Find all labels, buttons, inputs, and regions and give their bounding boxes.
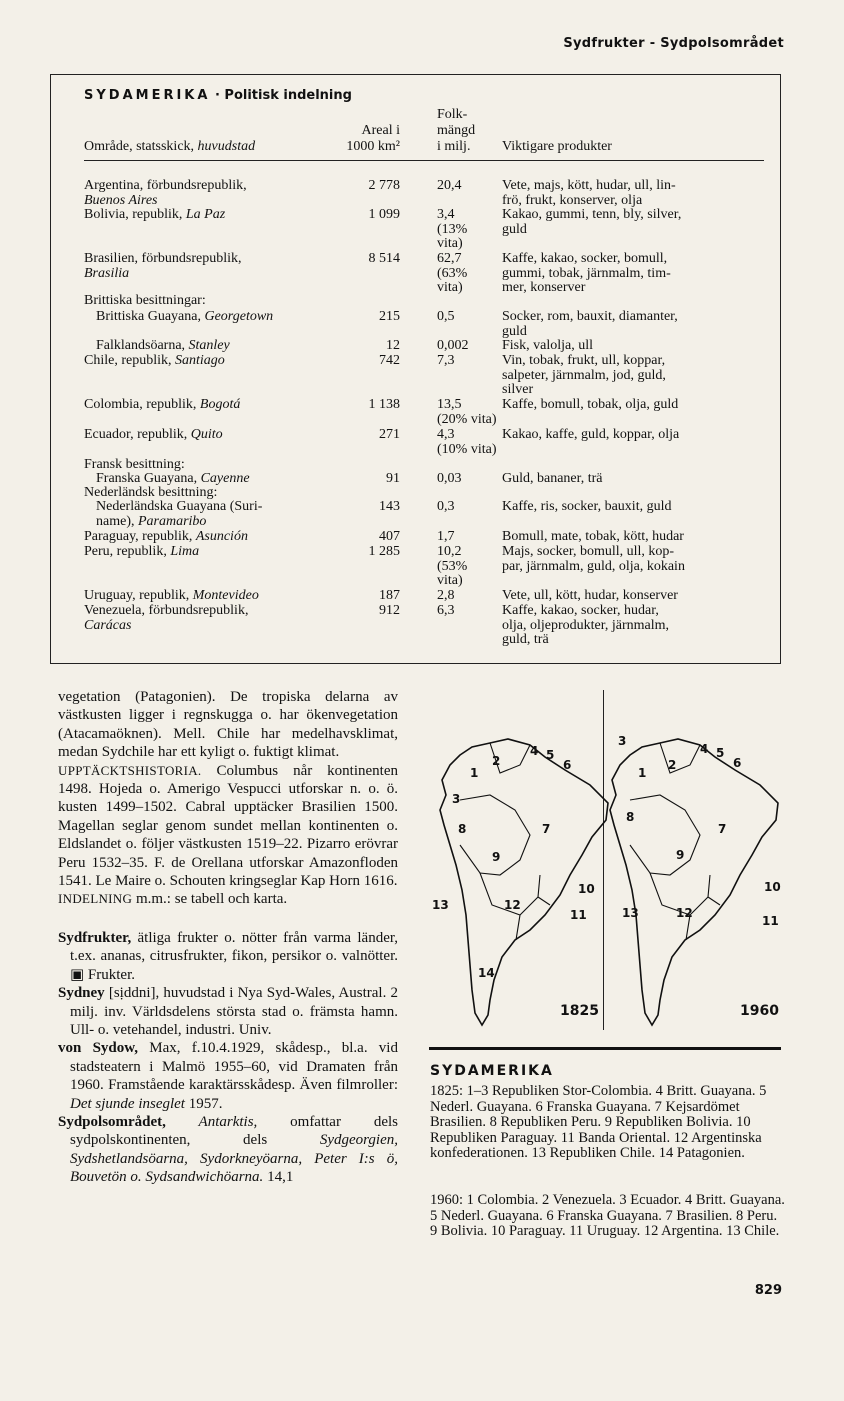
col-header-pop: Folk- mängd i milj. [437,107,476,154]
table-cell-products: Majs, socker, bomull, ull, kop- par, järnmalm, guld, olja, kokain [502,544,685,574]
table-cell-population: 20,4 [437,178,462,193]
table-header-rule [84,160,764,161]
table-cell-products: Socker, rom, bauxit, diamanter, guld [502,309,678,339]
map-1825-label: 10 [578,882,595,896]
table-cell-area-name: Fransk besittning: [84,457,185,472]
table-cell-area-name: Paraguay, republik, Asunción [84,529,248,544]
table-cell-population: 13,5 (20% vita) [437,397,497,427]
table-cell-area-name: Venezuela, förbundsrepublik, Carácas [84,603,249,633]
table-cell-area: 12 [386,338,400,353]
table-cell-area-name: Argentina, förbundsrepublik, Buenos Aires [84,178,247,208]
table-cell-products: Fisk, valolja, ull [502,338,593,353]
table-cell-products: Vete, ull, kött, hudar, konserver [502,588,678,603]
table-cell-area-name: Uruguay, republik, Montevideo [84,588,259,603]
table-cell-area-name: Franska Guayana, Cayenne [96,471,250,486]
map-1825-label: 8 [458,822,467,836]
legend-1960: 1960: 1 Colombia. 2 Venezuela. 3 Ecuador. 4 Britt. Guayana. 5 Nederl. Guayana. 6 Franska Guayana. 7 Brasilien. 8 Peru. 9 Bolivia. 10 Paraguay. 11 Uruguay. 12 Argentina. 13 Chile. [430,1192,785,1239]
map-1825-label: 2 [492,754,501,768]
map-1960-label: 1 [638,766,647,780]
map-1825-label: 14 [478,966,495,980]
table-cell-population: 0,03 [437,471,462,486]
legend-rule [429,1047,781,1050]
table-cell-population: 0,5 [437,309,455,324]
table-cell-products: Vete, majs, kött, hudar, ull, lin- frö, frukt, konserver, olja [502,178,676,208]
legend-title: SYDAMERIKA [430,1063,554,1079]
map-1960-label: 5 [716,746,725,760]
table-title [84,88,352,103]
map-1825-label: 4 [530,744,539,758]
table-cell-products: Kakao, kaffe, guld, koppar, olja [502,427,680,442]
entry-sydney: Sydney [sịddni], huvudstad i Nya Syd-Wales, Austral. 2 milj. inv. Världsdelens största stad o. främsta hamn. Ull- o. vetehandel, industri. Univ. [58,985,398,1038]
table-cell-area-name: Chile, republik, Santiago [84,353,225,368]
map-1825-label: 11 [570,908,587,922]
map-1960-label: 8 [626,810,635,824]
table-cell-area-name: Nederländsk besittning: [84,485,218,500]
entry-von-sydow: von Sydow, Max, f.10.4.1929, skådesp., bl.a. vid stadsteatern i Malmö 1955–60, vid Dramaten från 1960. Framstående karaktärsskådesp. Även filmroller: Det sjunde inseglet 1957. [58,1040,398,1112]
entry-sydpolsomradet: Sydpolsområdet, Antarktis, omfattar dels sydpolskontinenten, dels Sydgeorgien, Sydshetlandsöarna, Sydorkneyöarna, Peter I:s ö, Bouvetön o. Sydsandwichöarna. 14,1 [58,1113,398,1186]
table-cell-products: Kaffe, ris, socker, bauxit, guld [502,499,672,514]
map-1825-label: 1 [470,766,479,780]
entry-sydfrukter: Sydfrukter, ätliga frukter o. nötter från varma länder, t.ex. ananas, citrusfrukter, fikon, persikor o. valnötter. ▣ Frukter. [58,929,398,983]
map-1825-label: 7 [542,822,551,836]
table-title-sub: · Politisk indelning [210,88,352,103]
table-cell-population: 4,3 (10% vita) [437,427,497,457]
table-cell-population: 2,8 [437,588,455,603]
south-america-maps [420,725,790,1035]
map-1960-outline [610,739,778,1025]
table-cell-population: 0,3 [437,499,455,514]
table-cell-area-name: Falklandsöarna, Stanley [96,338,230,353]
table-cell-population: 1,7 [437,529,455,544]
table-cell-area: 215 [379,309,400,324]
table-cell-area: 91 [386,471,400,486]
table-cell-area: 1 138 [368,397,400,412]
table-cell-area: 742 [379,353,400,368]
col-header-area: Areal i 1000 km² [346,123,400,154]
map-1960-label: 11 [762,914,779,928]
map-1825-label: 3 [452,792,461,806]
table-cell-area-name: Peru, republik, Lima [84,544,200,559]
table-cell-products: Vin, tobak, frukt, ull, koppar, salpeter, järnmalm, jod, guld, silver [502,353,666,397]
map-1960-label: 2 [668,758,677,772]
table-cell-area: 1 099 [368,207,400,222]
map-1825-label: 13 [432,898,449,912]
table-cell-products: Bomull, mate, tobak, kött, hudar [502,529,684,544]
paragraph-division: INDELNING m.m.: se tabell och karta. [58,891,288,908]
map-1960-label: 10 [764,880,781,894]
table-cell-population: 10,2 (53% vita) [437,544,468,588]
table-cell-products: Kaffe, bomull, tobak, olja, guld [502,397,679,412]
table-cell-products: Guld, bananer, trä [502,471,603,486]
table-cell-population: 62,7 (63% vita) [437,251,468,295]
paragraph-history: UPPTÄCKTSHISTORIA. Columbus når kontinenten 1498. Hojeda o. Amerigo Vespucci utforskar n. o. ö. kusten 1499–1502. Cabral upptäcker Brasilien 1500. Magellan seglar genom sundet mellan kontinenten o. Eldslandet o. följer västkusten 1519–22. Pizarro erövrar Peru 1532–35. F. de Orellana utforskar Amazonfloden 1541. Le Maire o. Schouten kringseglar Kap Horn 1616. [58,762,398,890]
table-cell-area-name: Brasilien, förbundsrepublik, Brasilia [84,251,242,281]
paragraph-climate: vegetation (Patagonien). De tropiska delarna av västkusten ligger i regnskugga o. har ökenvegetation (Atacamaöknen). Mell. Chile har medelhavsklimat, medan Sydchile har ett kyligt o. fuktigt klimat. [58,689,398,761]
table-cell-products: Kaffe, kakao, socker, hudar, olja, oljeprodukter, järnmalm, guld, trä [502,603,670,647]
running-header: Sydfrukter - Sydpolsområdet [563,36,784,51]
map-1825-label: 6 [563,758,572,772]
table-cell-population: 0,002 [437,338,469,353]
table-cell-area: 912 [379,603,400,618]
table-cell-area-name: Brittiska Guayana, Georgetown [96,309,274,324]
table-cell-area: 2 778 [368,178,400,193]
text-column-left [58,688,398,1187]
table-cell-area-name: Bolivia, republik, La Paz [84,207,226,222]
table-cell-population: 7,3 [437,353,455,368]
map-1825-label: 9 [492,850,501,864]
col-header-area-name: Område, statsskick, huvudstad [84,139,256,154]
table-cell-products: Kaffe, kakao, socker, bomull, gummi, tobak, järnmalm, tim- mer, konserver [502,251,671,295]
table-cell-area: 1 285 [368,544,400,559]
table-cell-population: 3,4 (13% vita) [437,207,468,251]
table-cell-area: 271 [379,427,400,442]
table-cell-area-name: Colombia, republik, Bogotá [84,397,241,412]
map-1960-label: 12 [676,906,693,920]
map-1825-label: 5 [546,748,555,762]
table-title-main: SYDAMERIKA [84,88,211,103]
map-1960-label: 13 [622,906,639,920]
map-1960-label: 4 [700,742,709,756]
table-cell-products: Kakao, gummi, tenn, bly, silver, guld [502,207,682,237]
map-1960-year: 1960 [740,1003,779,1019]
table-cell-area-name: Ecuador, republik, Quito [84,427,223,442]
table-cell-area-name: Nederländska Guayana (Suri- name), Paramaribo [96,499,263,529]
map-1960-label: 7 [718,822,727,836]
map-1825-label: 12 [504,898,521,912]
table-cell-area: 8 514 [368,251,400,266]
map-1825-year: 1825 [560,1003,599,1019]
col-header-products: Viktigare produkter [502,139,612,154]
legend-1825: 1825: 1–3 Republiken Stor-Colombia. 4 Britt. Guayana. 5 Nederl. Guayana. 6 Franska Guayana. 7 Kejsardömet Brasilien. 8 Republiken Peru. 9 Republiken Bolivia. 10 Republiken Paraguay. 11 Banda Oriental. 12 Argentinska konfederationen. 13 Republiken Chile. 14 Patagonien. [430,1083,767,1161]
table-cell-area: 187 [379,588,400,603]
table-cell-area: 143 [379,499,400,514]
map-1960-label: 6 [733,756,742,770]
map-1960-label: 9 [676,848,685,862]
table-cell-population: 6,3 [437,603,455,618]
table-cell-area-name: Brittiska besittningar: [84,293,206,308]
table-cell-area: 407 [379,529,400,544]
page-number: 829 [754,1283,782,1298]
map-1960-label: 3 [618,734,627,748]
